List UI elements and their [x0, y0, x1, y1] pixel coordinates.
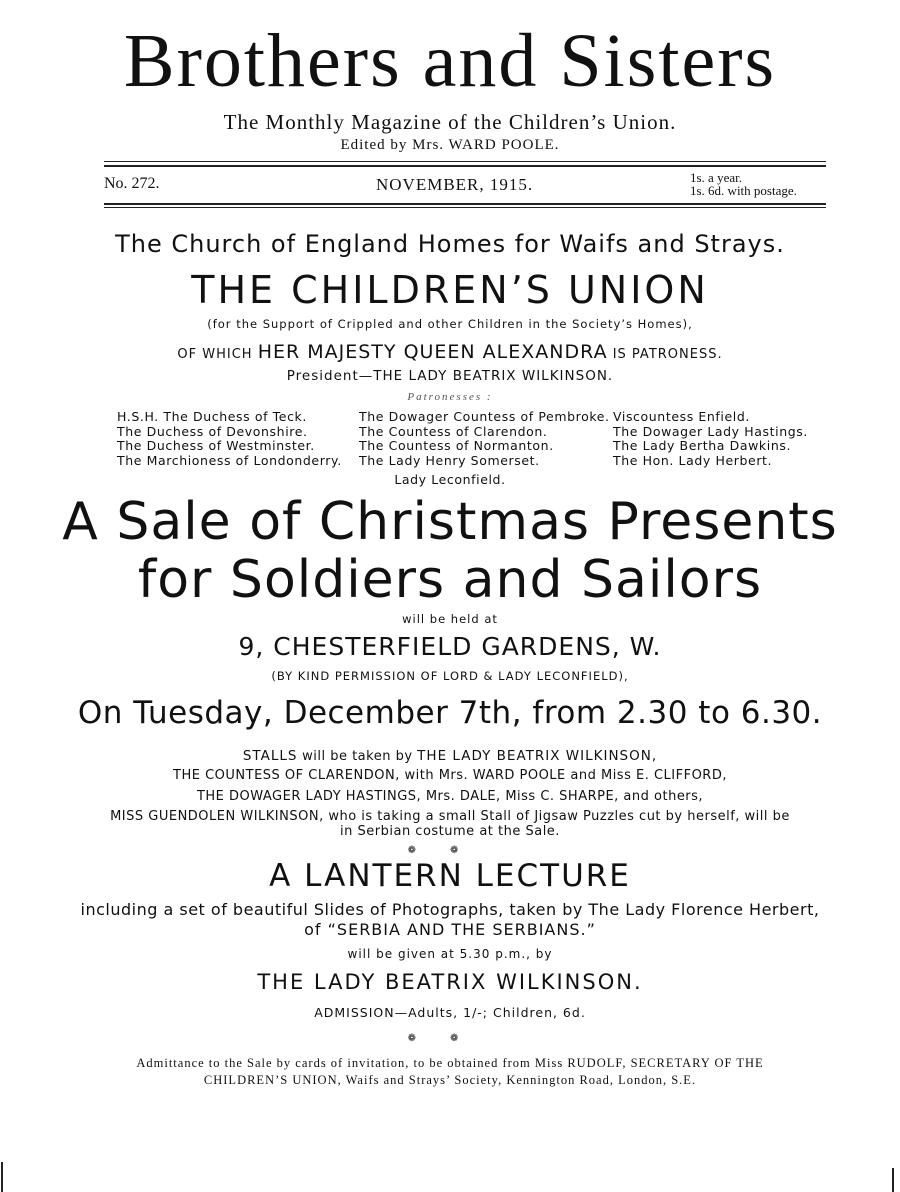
bottom-rule: [104, 207, 826, 208]
lecture-including: including a set of beautiful Slides of Photographs, taken by The Lady Florence Herbert,: [80, 900, 820, 919]
lecture-subject: of “SERBIA AND THE SERBIANS.”: [304, 920, 596, 939]
ornament-icon: ❁: [450, 845, 493, 856]
issue-number: No. 272.: [104, 175, 160, 192]
admittance-line-1: Admittance to the Sale by cards of invitation, to be obtained from Miss RUDOLF, SECRETARY OF THE: [136, 1056, 764, 1070]
sale-date: On Tuesday, December 7th, from 2.30 to 6.30.: [77, 695, 823, 731]
patroness-entry: The Marchioness of Londonderry.: [117, 452, 342, 468]
organization-name: The Church of England Homes for Waifs and Strays.: [115, 230, 785, 258]
stalls-line-5: in Serbian costume at the Sale.: [340, 824, 560, 839]
top-rule-thick: [104, 165, 826, 167]
patroness-entry: The Hon. Lady Herbert.: [613, 452, 773, 468]
ornament-divider-1: [0, 845, 900, 856]
patroness-entry: The Lady Henry Somerset.: [359, 452, 540, 468]
patronesses-column-2: [359, 410, 610, 468]
patronesses-label: Patronesses :: [407, 391, 493, 403]
patroness-entry-last: Lady Leconfield.: [394, 472, 506, 487]
price-line-2: 1s. 6d. with postage.: [690, 183, 797, 198]
sale-held-at: will be held at: [402, 612, 498, 626]
patroness-entry: The Lady Bertha Dawkins.: [613, 438, 792, 454]
president-line: President—THE LADY BEATRIX WILKINSON.: [286, 368, 614, 384]
patroness-prefix: OF WHICH: [177, 347, 253, 362]
patroness-entry: The Dowager Countess of Pembroke.: [359, 409, 610, 424]
patronesses-column-1: [117, 410, 342, 468]
masthead-editor: Edited by Mrs. WARD POOLE.: [340, 137, 560, 153]
lecturer-name: THE LADY BEATRIX WILKINSON.: [257, 970, 643, 994]
subscription-price: [690, 171, 797, 197]
top-rule: [104, 161, 826, 162]
issue-date: NOVEMBER, 1915.: [376, 175, 534, 194]
childrens-union-heading: THE CHILDREN’S UNION: [191, 268, 709, 312]
ornament-icon: ❁: [407, 1033, 450, 1044]
masthead-title: Brothers and Sisters: [123, 19, 777, 103]
ornament-icon: ❁: [407, 845, 450, 856]
stalls-line-1: [0, 748, 900, 764]
lecture-title: A LANTERN LECTURE: [269, 858, 631, 894]
scan-edge-mark: [892, 1168, 894, 1192]
patroness-entry: The Dowager Lady Hastings.: [613, 423, 808, 439]
price-line-1: 1s. a year.: [690, 170, 742, 185]
stalls-line-4: MISS GUENDOLEN WILKINSON, who is taking a small Stall of Jigsaw Puzzles cut by herself, will be: [110, 809, 790, 824]
stalls-line-3: THE DOWAGER LADY HASTINGS, Mrs. DALE, Miss C. SHARPE, and others,: [196, 789, 704, 804]
ornament-divider-2: [0, 1033, 900, 1044]
admittance-line-2: CHILDREN’S UNION, Waifs and Strays’ Society, Kennington Road, London, S.E.: [203, 1073, 697, 1087]
union-purpose: (for the Support of Crippled and other Children in the Society’s Homes),: [207, 317, 693, 331]
stalls-connector: will be taken by: [297, 749, 418, 764]
patroness-name: HER MAJESTY QUEEN ALEXANDRA: [257, 341, 608, 363]
patroness-entry: The Duchess of Devonshire.: [117, 423, 308, 439]
sale-address: 9, CHESTERFIELD GARDENS, W.: [238, 632, 662, 661]
admission-prices: ADMISSION—Adults, 1/-; Children, 6d.: [314, 1005, 586, 1020]
bottom-rule-thick: [104, 203, 826, 205]
patroness-line: [0, 341, 900, 363]
patroness-entry: H.S.H. The Duchess of Teck.: [117, 409, 307, 424]
stalls-line-2: THE COUNTESS OF CLARENDON, with Mrs. WARD POOLE and Miss E. CLIFFORD,: [173, 768, 727, 783]
patroness-entry: The Countess of Clarendon.: [359, 423, 548, 439]
patronesses-column-3: [613, 410, 808, 468]
patroness-entry: Viscountess Enfield.: [613, 409, 750, 424]
masthead-subtitle: The Monthly Magazine of the Children’s Union.: [223, 110, 677, 134]
patroness-entry: The Duchess of Westminster.: [117, 438, 315, 454]
sale-headline-2: for Soldiers and Sailors: [137, 550, 763, 610]
stalls-host: THE LADY BEATRIX WILKINSON,: [417, 748, 658, 764]
stalls-label: STALLS: [242, 748, 298, 764]
patroness-entry: The Countess of Normanton.: [359, 438, 554, 454]
sale-permission: (BY KIND PERMISSION OF LORD & LADY LECONFIELD),: [271, 669, 629, 683]
sale-headline-1: A Sale of Christmas Presents: [62, 492, 838, 552]
ornament-icon: ❁: [450, 1033, 493, 1044]
patroness-suffix: IS PATRONESS.: [612, 347, 723, 362]
scan-edge-mark: [1, 1162, 3, 1192]
lecture-time: will be given at 5.30 p.m., by: [347, 947, 553, 961]
